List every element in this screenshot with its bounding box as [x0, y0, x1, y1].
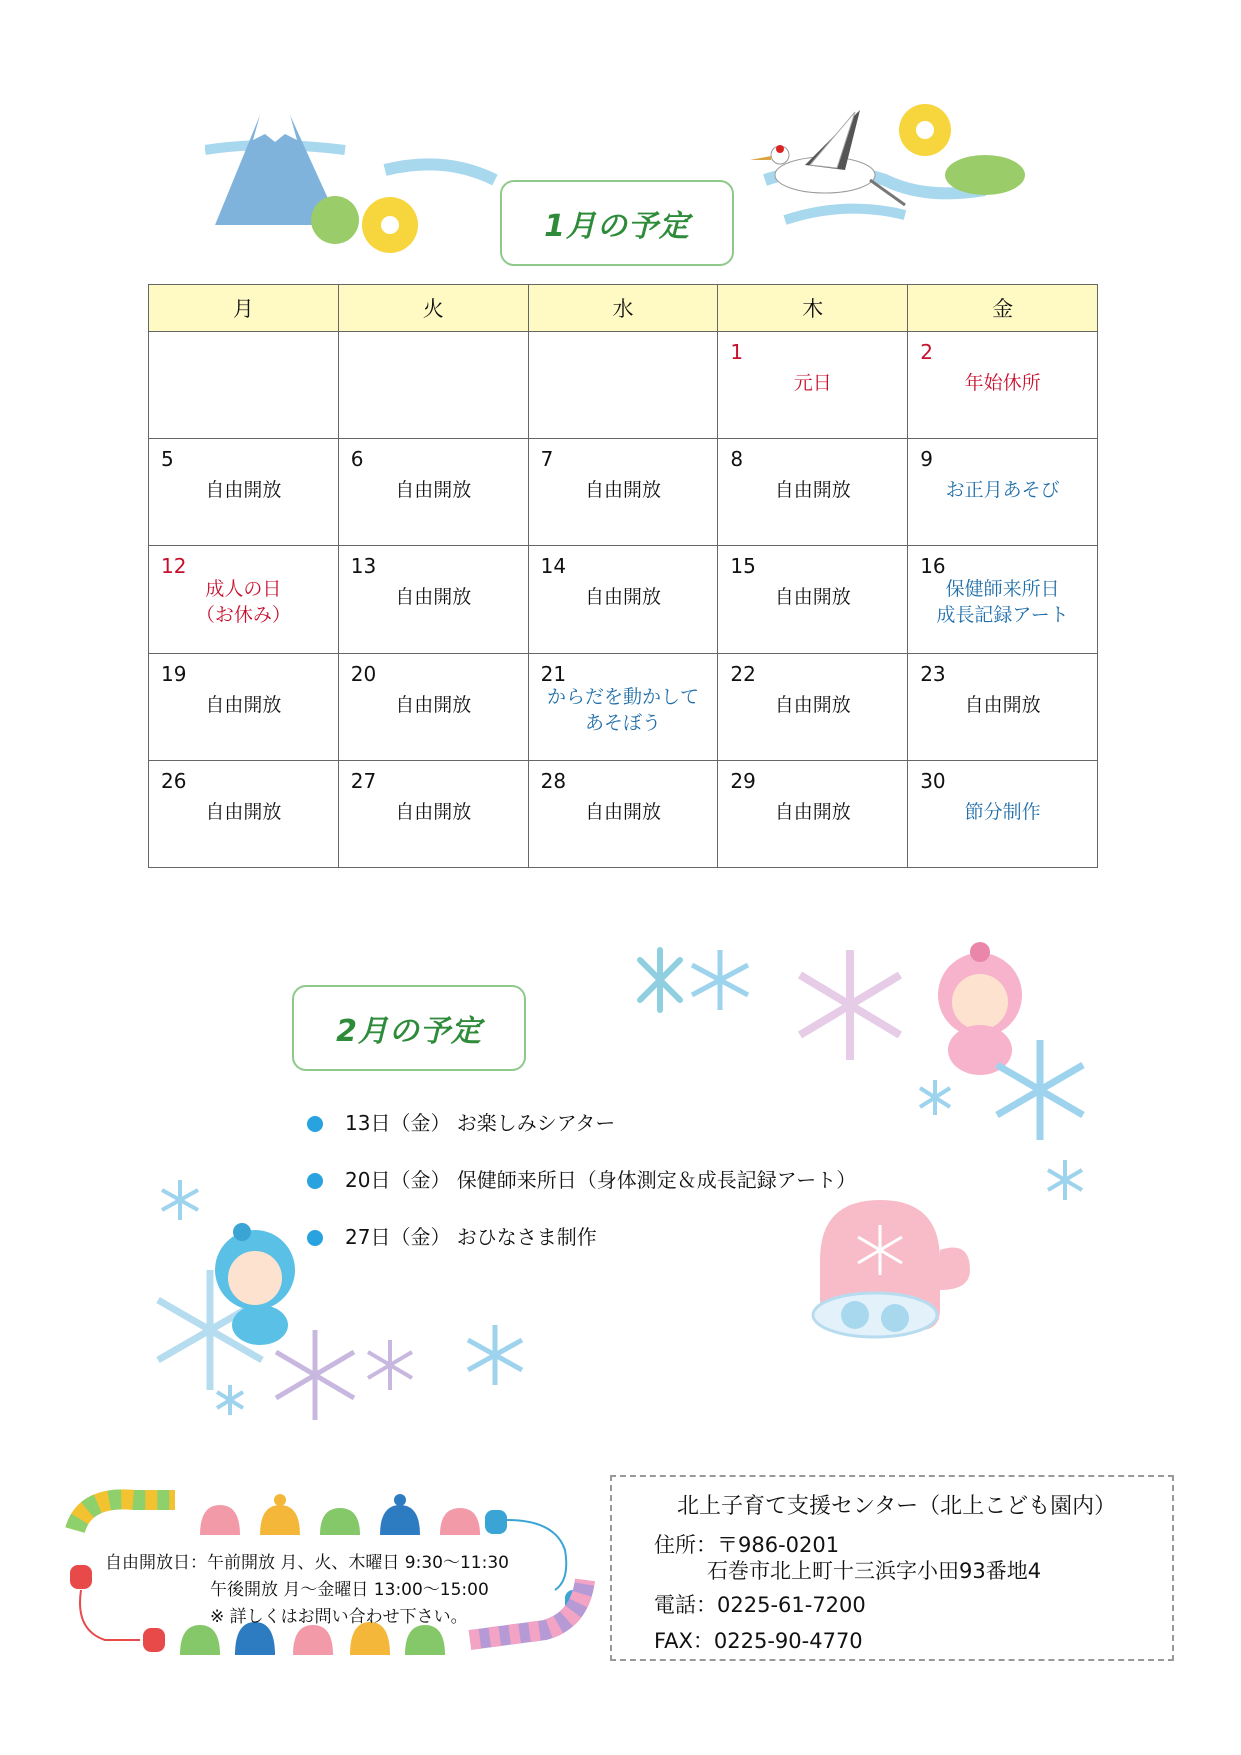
- calendar-day-cell: [338, 439, 528, 546]
- day-event: 自由開放: [774, 479, 851, 502]
- day-event: 自由開放: [395, 586, 472, 609]
- calendar-day-cell: [908, 439, 1098, 546]
- calendar-day-cell: [908, 332, 1098, 439]
- fax: FAX：0225-90-4770: [654, 1629, 863, 1653]
- hours-note: ※ 詳しくはお問い合わせ下さい。: [210, 1607, 468, 1627]
- calendar-day-cell: [149, 332, 339, 439]
- day-event: 自由開放: [205, 800, 282, 823]
- day-number: 12: [161, 554, 187, 579]
- weekday-thu: 木: [718, 285, 908, 332]
- day-event: 自由開放: [395, 479, 472, 502]
- calendar-week: [149, 439, 1098, 546]
- day-event: 自由開放: [774, 586, 851, 609]
- calendar-day-cell: [718, 760, 908, 867]
- calendar-week: [149, 760, 1098, 867]
- day-event: 自由開放: [395, 693, 472, 716]
- calendar-week: [149, 546, 1098, 653]
- day-number: 9: [920, 447, 933, 472]
- calendar-day-cell: [718, 332, 908, 439]
- day-event: 自由開放: [395, 800, 472, 823]
- list-item: 13日（金） お楽しみシアター: [305, 1108, 856, 1165]
- day-number: 22: [730, 661, 756, 686]
- day-number: 1: [730, 340, 744, 364]
- calendar-day-cell: [908, 760, 1098, 867]
- address: 石巻市北上町十三浜字小田93番地4: [707, 1559, 1042, 1583]
- day-event: 自由開放: [584, 586, 661, 609]
- day-event: 自由開放: [205, 479, 282, 502]
- day-event: 自由開放: [584, 800, 661, 823]
- day-number: 19: [161, 661, 187, 686]
- calendar-day-cell: [718, 653, 908, 760]
- day-event: 元日: [793, 372, 832, 394]
- day-number: 5: [161, 447, 174, 472]
- day-event: お正月あそび: [945, 479, 1060, 502]
- day-event: 自由開放: [584, 479, 661, 502]
- list-item: 27日（金） おひなさま制作: [305, 1222, 856, 1279]
- day-number: 26: [161, 768, 187, 793]
- day-number: 28: [540, 768, 567, 793]
- telephone: 電話：0225-61-7200: [654, 1593, 866, 1617]
- day-event: 自由開放: [205, 693, 282, 716]
- day-number: 27: [350, 768, 377, 793]
- calendar-day-cell: [528, 546, 718, 653]
- day-number: 7: [540, 447, 554, 472]
- calendar-day-cell: [149, 653, 339, 760]
- calendar-day-cell: [149, 760, 339, 867]
- day-number: 21: [540, 661, 567, 686]
- day-number: 30: [920, 768, 946, 793]
- calendar-day-cell: [338, 653, 528, 760]
- day-number: 2: [920, 340, 933, 364]
- day-number: 6: [350, 447, 364, 472]
- day-number: 14: [540, 554, 567, 579]
- day-number: 23: [920, 661, 946, 686]
- day-event: 保健師来所日 成長記録アート: [936, 578, 1069, 627]
- day-event: 節分制作: [964, 800, 1041, 823]
- day-number: 16: [920, 554, 946, 579]
- calendar-day-cell: [718, 439, 908, 546]
- day-number: 8: [730, 447, 744, 472]
- january-title: 1月の予定: [500, 180, 734, 266]
- calendar-day-cell: [528, 653, 718, 760]
- weekday-tue: 火: [338, 285, 528, 332]
- day-event: 自由開放: [774, 800, 851, 823]
- open-hours: [105, 1550, 509, 1631]
- day-event: 年始休所: [964, 372, 1041, 394]
- hours-line-1: 自由開放日：午前開放 月、火、木曜日 9:30〜11:30: [105, 1553, 509, 1573]
- calendar-day-cell: [718, 546, 908, 653]
- february-title: 2月の予定: [292, 985, 526, 1071]
- day-number: 15: [730, 554, 756, 579]
- day-event: からだを動かして あそぼう: [546, 685, 699, 734]
- weekday-mon: 月: [149, 285, 339, 332]
- center-name: 北上子育て支援センター（北上こども園内）: [677, 1494, 1117, 1519]
- day-number: 13: [350, 554, 377, 579]
- calendar-week: [149, 653, 1098, 760]
- weekday-wed: 水: [528, 285, 718, 332]
- day-event: 自由開放: [964, 693, 1041, 716]
- day-number: 20: [350, 661, 377, 686]
- calendar-day-cell: [908, 546, 1098, 653]
- calendar-day-cell: [528, 332, 718, 439]
- calendar-day-cell: [338, 546, 528, 653]
- calendar-day-cell: [149, 546, 339, 653]
- calendar-day-cell: [149, 439, 339, 546]
- hours-line-2: 午後開放 月〜金曜日 13:00〜15:00: [210, 1580, 489, 1600]
- list-item: 20日（金） 保健師来所日（身体測定＆成長記録アート）: [305, 1165, 856, 1222]
- day-event: 成人の日 （お休み）: [195, 578, 291, 627]
- calendar-day-cell: [908, 653, 1098, 760]
- day-number: 29: [730, 768, 756, 793]
- calendar-day-cell: [338, 332, 528, 439]
- weekday-fri: 金: [908, 285, 1098, 332]
- calendar-day-cell: [528, 439, 718, 546]
- february-event-list: [305, 1108, 856, 1279]
- contact-box: [610, 1475, 1174, 1661]
- calendar-week: [149, 332, 1098, 439]
- calendar-day-cell: [528, 760, 718, 867]
- calendar-body: [149, 332, 1098, 868]
- day-event: 自由開放: [774, 693, 851, 716]
- address-label: 住所：〒986-0201: [654, 1533, 840, 1557]
- january-calendar: [148, 284, 1098, 868]
- calendar-day-cell: [338, 760, 528, 867]
